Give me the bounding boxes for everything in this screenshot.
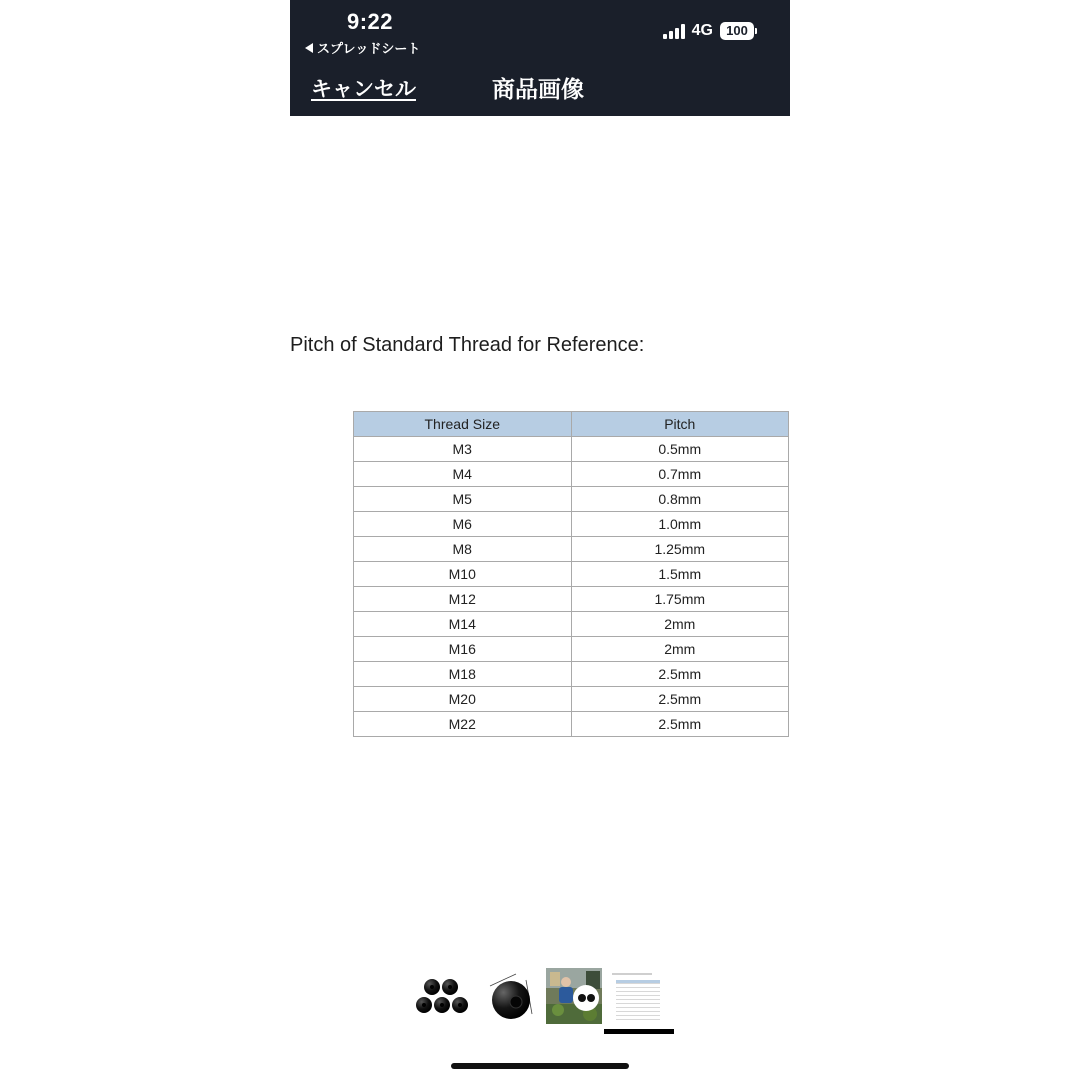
table-row	[354, 637, 789, 662]
cancel-button[interactable]: キャンセル	[311, 78, 416, 101]
status-indicators	[663, 22, 757, 40]
battery-icon	[720, 22, 757, 40]
thumbnail-1[interactable]	[412, 968, 468, 1024]
screen-title: 商品画像	[492, 76, 584, 102]
table-row	[354, 537, 789, 562]
thumbnail-2[interactable]	[482, 968, 538, 1024]
cell-thread-size: M3	[354, 437, 572, 462]
cell-thread-size: M4	[354, 462, 572, 487]
status-time: 9:22	[347, 9, 394, 34]
table-row	[354, 512, 789, 537]
table-row	[354, 687, 789, 712]
cell-thread-size: M10	[354, 562, 572, 587]
cell-pitch: 0.5mm	[571, 437, 789, 462]
table-row	[354, 612, 789, 637]
cell-pitch: 1.5mm	[571, 562, 789, 587]
cellular-signal-icon	[663, 24, 685, 39]
cell-thread-size: M8	[354, 537, 572, 562]
table-row	[354, 437, 789, 462]
cell-thread-size: M20	[354, 687, 572, 712]
table-row	[354, 662, 789, 687]
cell-pitch: 2.5mm	[571, 712, 789, 737]
lifestyle-photo-icon	[546, 968, 602, 1024]
top-bar	[290, 0, 790, 116]
thread-pitch-table	[353, 411, 789, 737]
table-row	[354, 462, 789, 487]
cell-thread-size: M16	[354, 637, 572, 662]
cell-pitch: 0.8mm	[571, 487, 789, 512]
network-type: 4G	[691, 22, 713, 39]
header-thread-size: Thread Size	[354, 412, 572, 437]
thumbnail-3[interactable]	[546, 968, 602, 1024]
table-row	[354, 712, 789, 737]
cell-pitch: 2mm	[571, 612, 789, 637]
thumbnail-strip	[412, 968, 672, 1038]
table-row	[354, 587, 789, 612]
battery-tip	[755, 28, 757, 34]
thread-table-preview-icon	[608, 968, 664, 1024]
cell-pitch: 2.5mm	[571, 687, 789, 712]
cell-pitch: 0.7mm	[571, 462, 789, 487]
image-caption: Pitch of Standard Thread for Reference:	[290, 334, 645, 356]
battery-level: 100	[720, 22, 754, 40]
single-black-ball-icon	[482, 968, 538, 1024]
thumbnail-4[interactable]	[608, 968, 664, 1024]
home-indicator[interactable]	[451, 1063, 629, 1069]
back-app-label: スプレッドシート	[317, 41, 421, 56]
table-row	[354, 562, 789, 587]
cell-thread-size: M18	[354, 662, 572, 687]
five-black-balls-icon	[412, 968, 468, 1024]
cell-thread-size: M22	[354, 712, 572, 737]
cell-pitch: 1.25mm	[571, 537, 789, 562]
back-triangle-icon	[305, 43, 313, 53]
cell-pitch: 1.75mm	[571, 587, 789, 612]
table-header-row	[354, 412, 789, 437]
cell-thread-size: M6	[354, 512, 572, 537]
cell-thread-size: M5	[354, 487, 572, 512]
cell-pitch: 2mm	[571, 637, 789, 662]
cell-thread-size: M12	[354, 587, 572, 612]
cell-thread-size: M14	[354, 612, 572, 637]
header-pitch: Pitch	[571, 412, 789, 437]
cell-pitch: 1.0mm	[571, 512, 789, 537]
table-row	[354, 487, 789, 512]
cell-pitch: 2.5mm	[571, 662, 789, 687]
back-to-app-button[interactable]	[305, 38, 420, 57]
